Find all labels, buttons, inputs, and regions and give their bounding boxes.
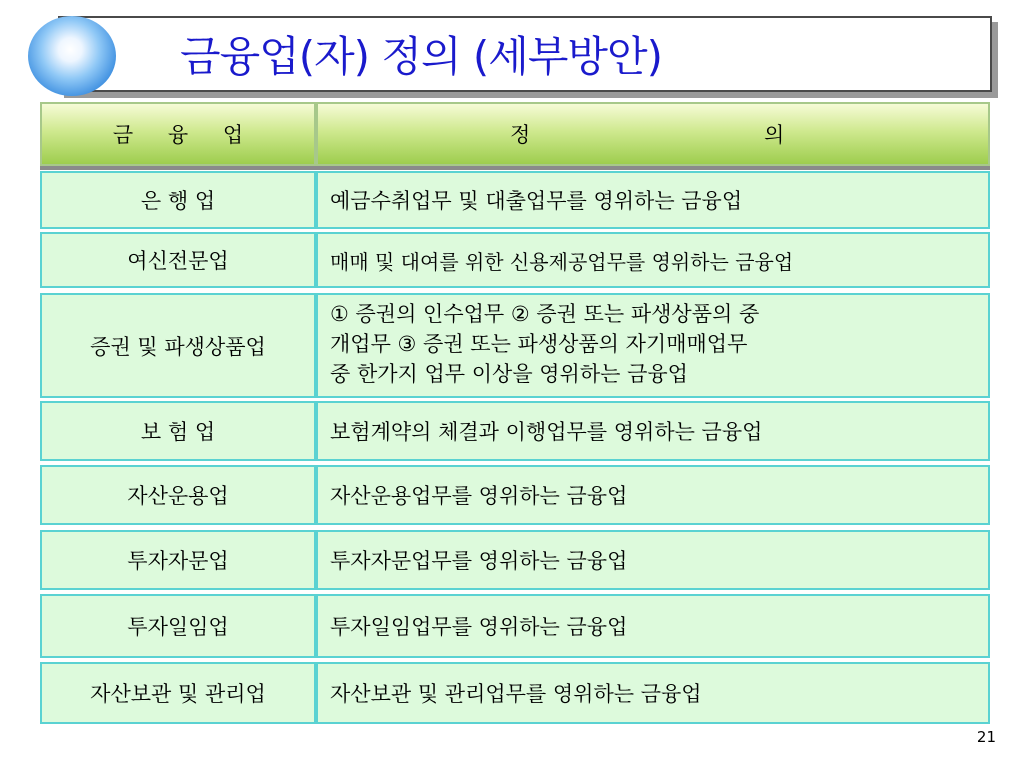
header-financial-industry: 금 융 업 <box>40 102 316 166</box>
row-name-credit: 여신전문업 <box>40 232 316 288</box>
row-name-custody: 자산보관 및 관리업 <box>40 662 316 724</box>
row-def-insurance: 보험계약의 체결과 이행업무를 영위하는 금융업 <box>316 401 990 461</box>
row-def-securities-line1: ① 증권의 인수업무 ② 증권 또는 파생상품의 중 <box>330 302 760 326</box>
row-name-investment-advisory: 투자자문업 <box>40 530 316 590</box>
header-definition-right: 의 <box>764 123 785 147</box>
row-name-securities: 증권 및 파생상품업 <box>40 293 316 398</box>
page-title: 금융업(자) 정의 (세부방안) <box>180 32 662 81</box>
header-definition-left: 정 <box>510 123 531 147</box>
row-def-custody: 자산보관 및 관리업무를 영위하는 금융업 <box>316 662 990 724</box>
row-name-asset-management: 자산운용업 <box>40 465 316 525</box>
row-name-insurance: 보 험 업 <box>40 401 316 461</box>
orb-bullet-icon <box>28 16 116 96</box>
row-def-investment-advisory: 투자자문업무를 영위하는 금융업 <box>316 530 990 590</box>
row-def-securities <box>316 293 990 398</box>
row-def-credit: 매매 및 대여를 위한 신용제공업무를 영위하는 금융업 <box>316 232 990 288</box>
page-number: 21 <box>976 728 996 746</box>
row-def-discretionary: 투자일임업무를 영위하는 금융업 <box>316 594 990 658</box>
row-name-discretionary: 투자일임업 <box>40 594 316 658</box>
title-bar <box>58 16 992 92</box>
header-definition <box>316 102 990 166</box>
row-def-banking: 예금수취업무 및 대출업무를 영위하는 금융업 <box>316 171 990 229</box>
row-def-securities-line3: 중 한가지 업무 이상을 영위하는 금융업 <box>330 362 688 386</box>
row-def-securities-line2: 개업무 ③ 증권 또는 파생상품의 자기매매업무 <box>330 332 748 356</box>
row-def-asset-management: 자산운용업무를 영위하는 금융업 <box>316 465 990 525</box>
row-name-banking: 은 행 업 <box>40 171 316 229</box>
